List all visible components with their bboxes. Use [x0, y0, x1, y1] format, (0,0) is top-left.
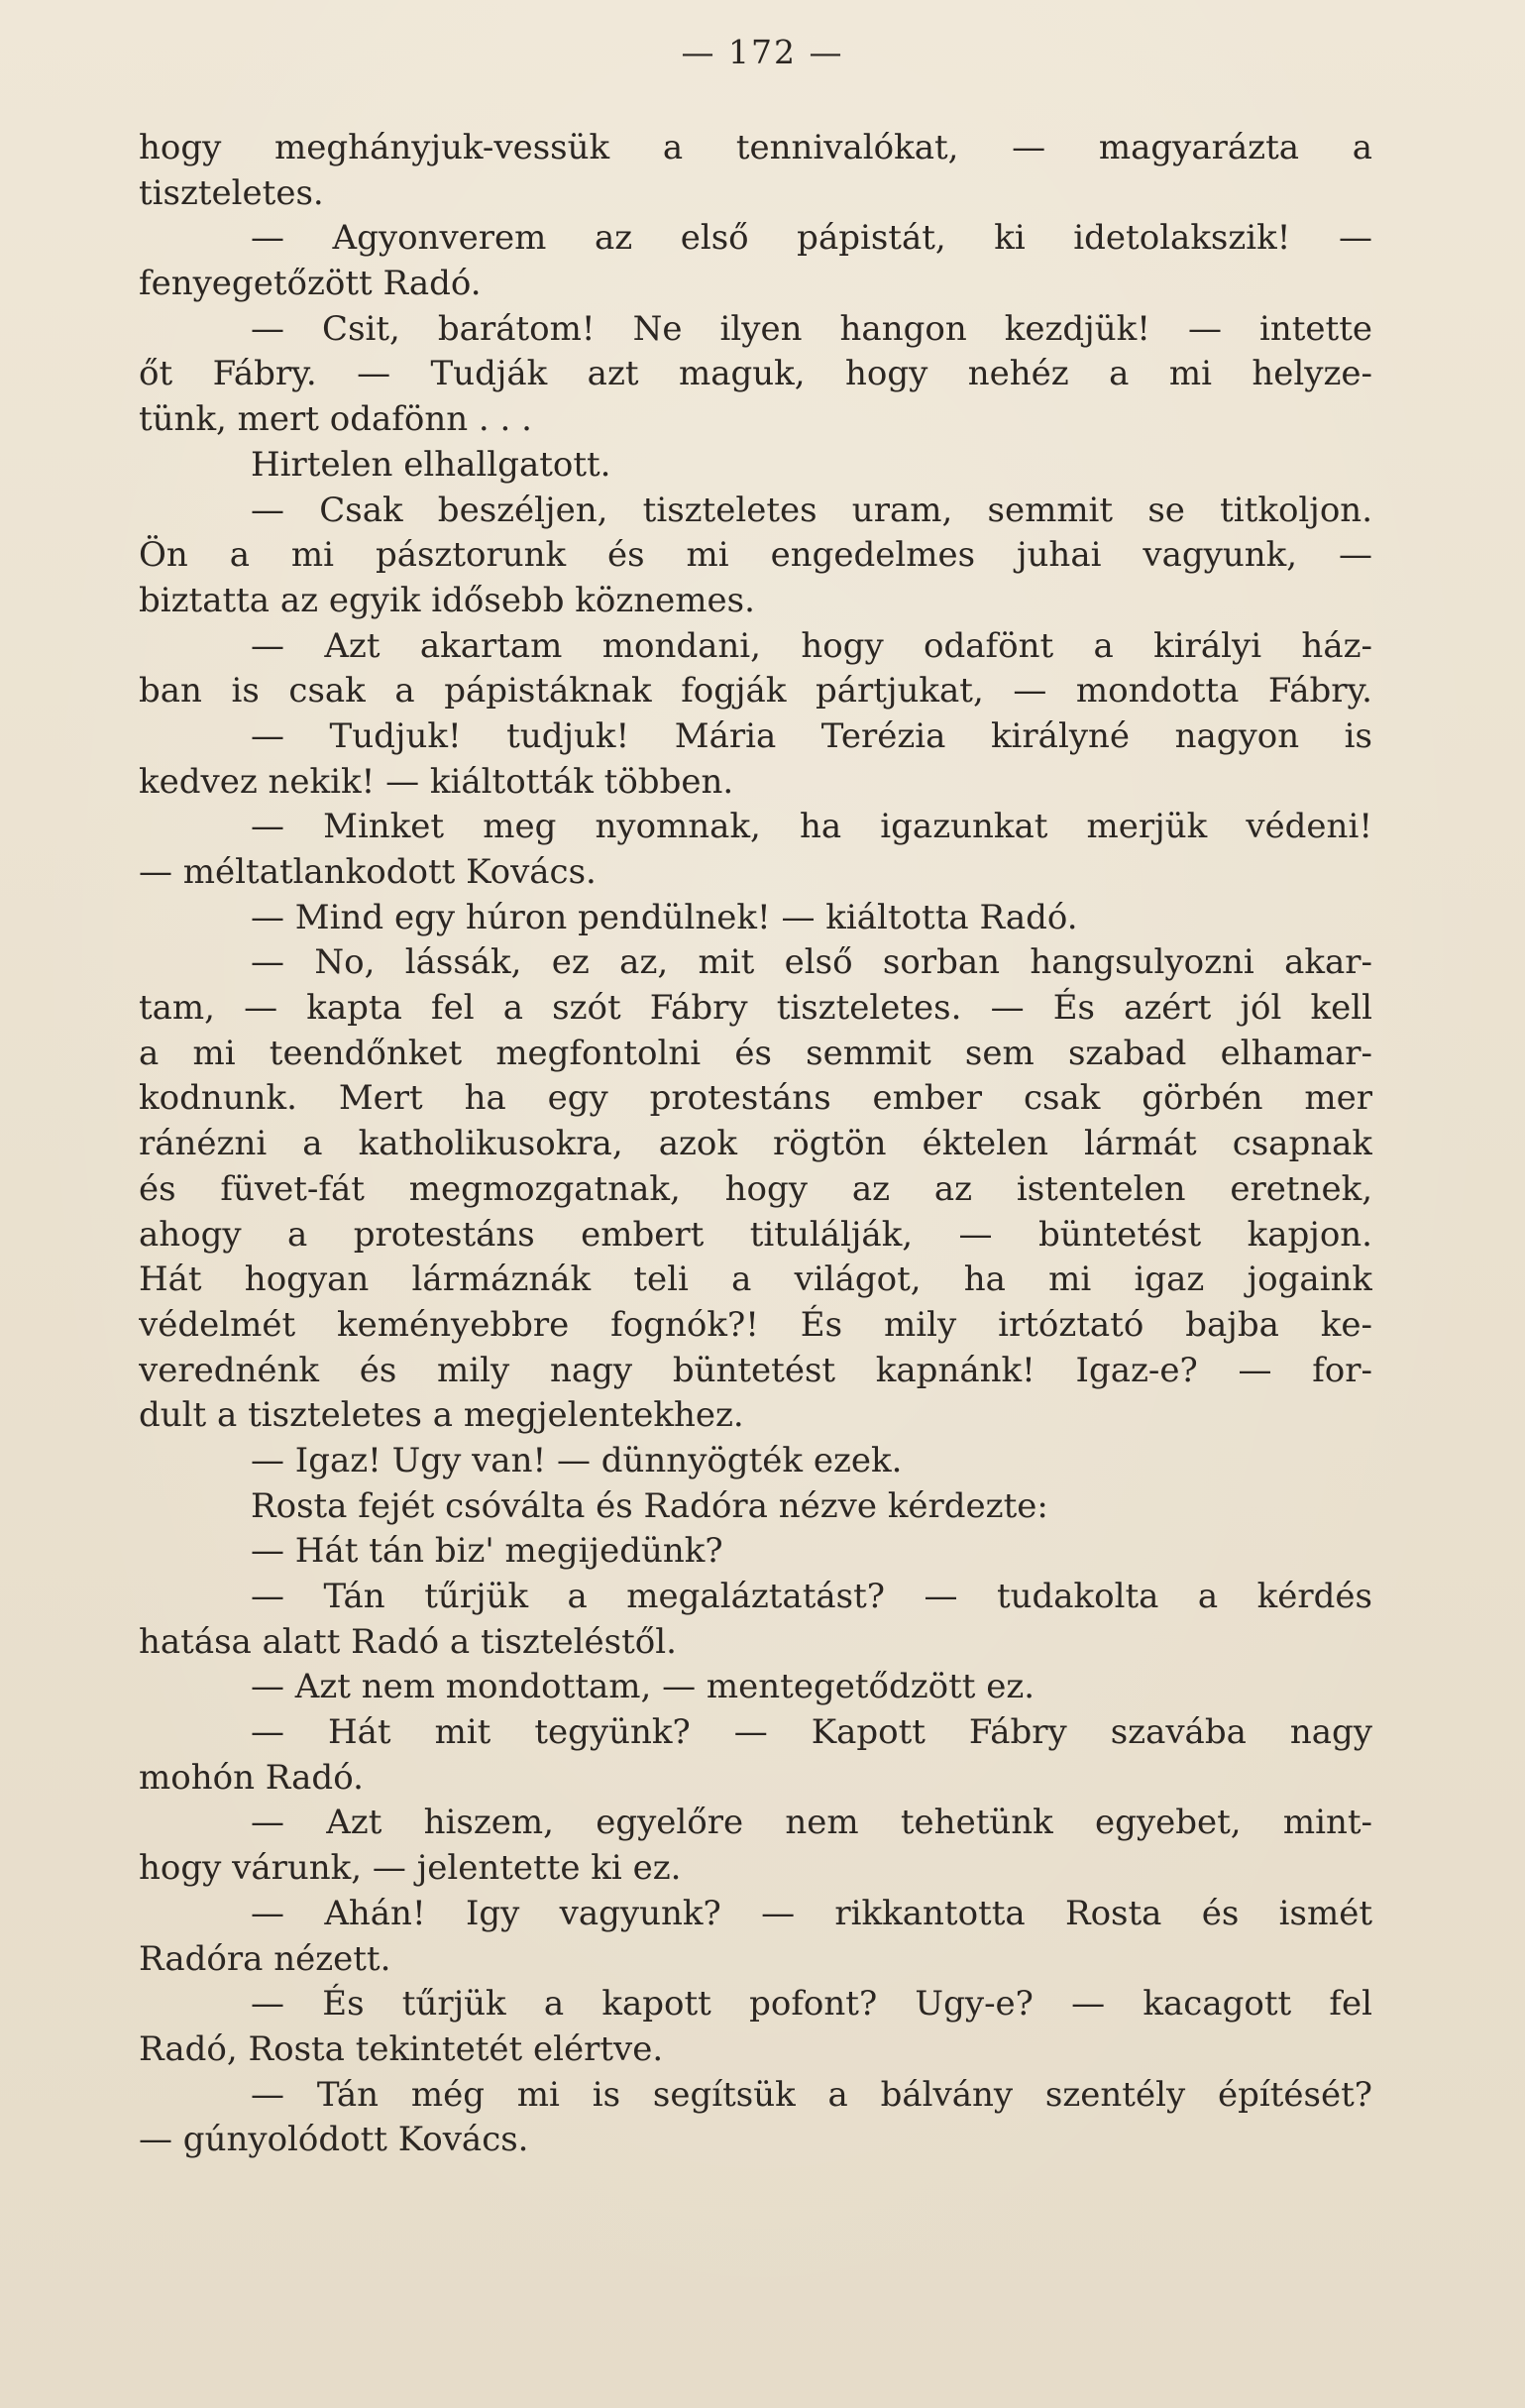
text-line: tünk, mert odafönn . . .: [139, 399, 532, 440]
text-line: — Ahán! Igy vagyunk? — rikkantotta Rosta és ismét: [251, 1893, 1372, 1933]
text-line: kedvez nekik! — kiáltották többen.: [139, 761, 734, 802]
text-line: — Azt hiszem, egyelőre nem tehetünk egyebet, mint-: [251, 1803, 1372, 1843]
page-number: — 172 —: [681, 33, 844, 71]
text-line: — Mind egy húron pendülnek! — kiáltotta Radó.: [251, 897, 1078, 937]
text-line: kodnunk. Mert ha egy protestáns ember csak görbén mer: [139, 1078, 1372, 1119]
text-line: és füvet-fát megmozgatnak, hogy az az istentelen eretnek,: [139, 1168, 1372, 1209]
text-line: Rosta fejét csóválta és Radóra nézve kérdezte:: [251, 1485, 1048, 1526]
text-line: fenyegetőzött Radó.: [139, 264, 482, 304]
text-line: — Hát tán biz' megijedünk?: [251, 1531, 723, 1572]
text-line: — Tán még mi is segítsük a bálvány szentély építését?: [251, 2074, 1372, 2115]
text-line: — Tudjuk! tudjuk! Mária Terézia királyné nagyon is: [251, 715, 1372, 756]
text-line: hogy meghányjuk-vessük a tennivalókat, — magyarázta a: [139, 128, 1372, 167]
text-line: hogy várunk, — jelentette ki ez.: [139, 1848, 682, 1889]
text-line: — Minket meg nyomnak, ha igazunkat merjük védeni!: [251, 807, 1372, 847]
text-line: — gúnyolódott Kovács.: [139, 2120, 529, 2160]
text-line: tiszteletes.: [139, 172, 324, 213]
text-line: — Csak beszéljen, tiszteletes uram, semmit se titkoljon.: [251, 490, 1372, 530]
body-text: [139, 126, 1372, 2163]
text-line: mohón Radó.: [139, 1757, 364, 1798]
text-line: — Agyonverem az első pápistát, ki idetolakszik! —: [251, 218, 1372, 259]
text-line: Radóra nézett.: [139, 1938, 391, 1979]
text-line: hatása alatt Radó a tiszteléstől.: [139, 1621, 677, 1662]
text-line: ahogy a protestáns embert titulálják, — büntetést kapjon.: [139, 1214, 1372, 1255]
text-line: a mi teendőnket megfontolni és semmit sem szabad elhamar-: [139, 1033, 1372, 1073]
text-line: — méltatlankodott Kovács.: [139, 852, 597, 892]
text-line: Hát hogyan lármáznák teli a világot, ha mi igaz jogaink: [139, 1259, 1372, 1300]
text-line: Hirtelen elhallgatott.: [251, 444, 611, 485]
text-line: biztatta az egyik idősebb köznemes.: [139, 580, 755, 620]
text-line: Radó, Rosta tekintetét elértve.: [139, 2028, 664, 2069]
text-line: — Igaz! Ugy van! — dünnyögték ezek.: [251, 1440, 903, 1480]
text-line: tam, — kapta fel a szót Fábry tiszteletes. — És azért jól kell: [139, 988, 1372, 1029]
text-line: — No, lássák, ez az, mit első sorban hangsulyozni akar-: [251, 942, 1372, 983]
text-line: dult a tiszteletes a megjelentekhez.: [139, 1395, 744, 1436]
text-line: verednénk és mily nagy büntetést kapnánk! Igaz-e? — for-: [139, 1350, 1372, 1390]
text-line: — Azt akartam mondani, hogy odafönt a királyi ház-: [251, 625, 1372, 666]
text-line: ban is csak a pápistáknak fogják pártjukat, — mondotta Fábry.: [139, 671, 1372, 711]
text-line: — Hát mit tegyünk? — Kapott Fábry szavába nagy: [251, 1712, 1372, 1753]
text-line: védelmét keményebbre fognók?! És mily irtóztató bajba ke-: [139, 1304, 1372, 1345]
text-line: — Csit, barátom! Ne ilyen hangon kezdjük! — intette: [251, 308, 1372, 349]
text-line: őt Fábry. — Tudják azt maguk, hogy nehéz a mi helyze-: [139, 354, 1372, 394]
text-line: — Azt nem mondottam, — mentegetődzött ez.: [251, 1667, 1035, 1707]
text-line: — És tűrjük a kapott pofont? Ugy-e? — kacagott fel: [251, 1984, 1372, 2025]
text-line: ránézni a katholikusokra, azok rögtön éktelen lármát csapnak: [139, 1124, 1372, 1164]
text-line: Ön a mi pásztorunk és mi engedelmes juhai vagyunk, —: [139, 535, 1372, 576]
text-line: — Tán tűrjük a megaláztatást? — tudakolta a kérdés: [251, 1577, 1372, 1616]
